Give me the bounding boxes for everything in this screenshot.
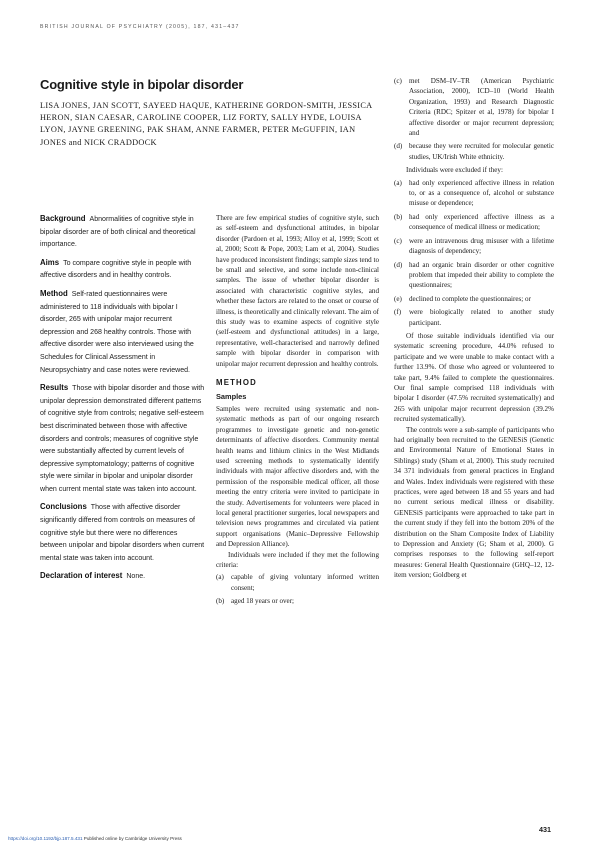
abstract-heading: Declaration of interest xyxy=(40,571,123,581)
recruitment-paragraph: Of those suitable individuals identified via our systematic screening procedure, 44.0% refused to participate and we were unable to make contact with a further 13.9%. Of those who agreed or volunteered to take part, 9.4% failed to complete the questionnaires. Our final sample comprised 118 individuals with bipolar I disorder (47.5% recruited systematically) and 265 with unipolar major recurrent depression (39.2% recruited systematically). xyxy=(394,331,554,424)
list-item-text: because they were recruited for molecular genetic studies, UK/Irish White ethnicity. xyxy=(409,142,554,161)
list-item xyxy=(216,572,379,593)
abstract-text: Those with affective disorder significantly differed from controls on measures of cognitive style but there were no differences between unipolar and bipolar disorders when current mental state was taken into account. xyxy=(40,504,205,562)
list-item-text: capable of giving voluntary informed written consent; xyxy=(231,573,379,592)
footer-text: Published online by Cambridge University Press xyxy=(82,836,182,841)
list-marker: (c) xyxy=(394,236,402,245)
abstract xyxy=(40,213,205,589)
abstract-aims xyxy=(40,257,205,283)
author-list: LISA JONES, JAN SCOTT, SAYEED HAQUE, KATHERINE GORDON-SMITH, JESSICA HERON, SIAN CAESAR, CAROLINE COOPER, LIZ FORTY, SALLY HYDE, LOUISA LYON, JAYNE GREENING, PAK SHAM, ANNE FARMER, PETER McGUFFIN, IAN JONES and NICK CRADDOCK xyxy=(40,101,373,147)
list-item xyxy=(394,141,554,162)
abstract-text: To compare cognitive style in people with affective disorders and in healthy controls. xyxy=(40,259,192,280)
article-title: Cognitive style in bipolar disorder xyxy=(40,77,244,92)
list-item xyxy=(394,236,554,257)
list-marker: (d) xyxy=(394,260,403,269)
controls-paragraph: The controls were a sub-sample of participants who had originally been recruited to the GENESiS (Genetic and Environmental Nature of Emotional States in Siblings) study (Sham et al, 2000). This study recruited 34 371 individuals from general practices in England and Wales. Index individuals were registered with these practices, were aged between 18 and 55 years and had no current serious medical illness or disability. GENESiS participants were approached to take part in the current study if they fell into the bottom 20% of the distribution on the Sham Composite Index of Liability to Depression and Anxiety (G; Sham et al, 2000). G comprises responses to the following self-report measures: General Health Questionnaire (GHQ–12, 12-item version; Goldberg et xyxy=(394,425,554,580)
list-item xyxy=(216,596,379,606)
abstract-heading: Background xyxy=(40,214,86,223)
samples-paragraph: Samples were recruited using systematic and non-systematic methods as part of our ongoing research programmes to investigate genetic and non-genetic determinants of affective disorders. Community mental health teams and lithium clinics in the West Midlands used screening methods to systematically identify individuals with major affective disorders and, with the permission of the responsible medical officer, all those meeting the entry criteria were invited to participate in the study. Advertisements for volunteers were placed in local general practitioner surgeries, local newspapers and television news programmes and circulated via patient support organisations (Manic–Depressive Fellowship and Depression Alliance). xyxy=(216,404,379,549)
list-item-text: had only experienced affective illness in relation to, or as a consequence of, alcohol or substance misuse or dependence; xyxy=(409,178,554,208)
list-marker: (a) xyxy=(394,178,402,187)
list-item-text: had only experienced affective illness as a consequence of medical illness or medication; xyxy=(409,212,554,232)
footer xyxy=(8,836,182,841)
inclusion-intro: Individuals were included if they met the following criteria: xyxy=(216,550,379,569)
list-marker: (a) xyxy=(216,573,224,582)
list-marker: (e) xyxy=(394,294,402,303)
body-column-right xyxy=(394,74,554,581)
abstract-declaration xyxy=(40,570,205,584)
abstract-text: None. xyxy=(126,573,146,581)
list-item-text: met DSM–IV–TR (American Psychiatric Association, 2000), ICD–10 (World Health Organization, 1993) and Research Diagnostic Criteria (RDC; Spitzer et al, 1978) for bipolar I affective disorder or major recurrent depression; and xyxy=(409,77,554,138)
abstract-text: Self-rated questionnaires were administered to 118 individuals with bipolar I disorder, 265 with unipolar major recurrent depression and 268 healthy controls. Those with affective disorder were also interviewed using the Schedules for Clinical Assessment in Neuropsychiatry and case notes were reviewed. xyxy=(40,290,194,374)
abstract-heading: Aims xyxy=(40,257,60,267)
list-marker: (b) xyxy=(216,597,225,606)
abstract-background xyxy=(40,213,205,252)
list-item xyxy=(394,307,554,328)
list-marker: (d) xyxy=(394,142,403,151)
abstract-conclusions xyxy=(40,501,205,565)
page-number: 431 xyxy=(539,825,551,834)
list-marker: (b) xyxy=(394,212,403,221)
list-item xyxy=(394,294,554,304)
subsection-heading-samples: Samples xyxy=(216,391,247,401)
intro-paragraph: There are few empirical studies of cognitive style, such as self-esteem and dysfunctional attitudes, in bipolar disorder (Pardoen et al, 1993; Alloy et al, 1999; Scott et al, 2000; Scott & Pope, 2003; Lam et al, 2004). Studies have produced inconsistent findings; sample sizes tend to be small and selective, and some include non-clinical samples. The issue of whether bipolar disorder is associated with characteristic cognitive styles, and whether these factors are related to the onset or course of illness, is theoretically and clinically relevant. The aim of this study was to examine aspects of cognitive style (self-esteem and dysfunctional attitudes) in a large, representative, well-characterised and narrowly defined sample with bipolar disorder in comparison with unipolar major recurrent depression and healthy controls. xyxy=(216,214,379,368)
list-marker: (c) xyxy=(394,77,402,85)
abstract-method xyxy=(40,288,205,377)
inclusion-criteria-list xyxy=(216,572,379,606)
body-column-middle xyxy=(216,213,379,610)
abstract-heading: Results xyxy=(40,383,69,393)
running-head: BRITISH JOURNAL OF PSYCHIATRY (2005), 187, 431–437 xyxy=(40,24,240,30)
list-marker: (f) xyxy=(394,308,402,317)
exclusion-intro: Individuals were excluded if they: xyxy=(406,166,503,175)
list-item xyxy=(394,76,554,138)
abstract-heading: Method xyxy=(40,288,68,298)
list-item-text: aged 18 years or over; xyxy=(231,597,295,606)
list-item-text: were biologically related to another study participant. xyxy=(409,308,554,327)
list-item-text: declined to complete the questionnaires; or xyxy=(409,294,531,303)
list-item xyxy=(394,212,554,233)
list-item-text: had an organic brain disorder or other cognitive problem that impeded their ability to complete the questionnaires; xyxy=(409,260,554,290)
list-item xyxy=(394,178,554,209)
section-heading-method: METHOD xyxy=(216,378,257,388)
exclusion-criteria-list xyxy=(394,178,554,328)
abstract-text: Those with bipolar disorder and those with unipolar depression demonstrated different patterns of cognitive style from controls; negative self-esteem best discriminated between those with affective disorders and controls; measures of cognitive style were substantially affected by current levels of depressive symptomatology; patterns of cognitive style were similar in bipolar and unipolar disorder when current mental state was taken into account. xyxy=(40,385,205,493)
doi-link[interactable]: https://doi.org/10.1192/bjp.187.5.431 xyxy=(8,836,83,841)
abstract-results xyxy=(40,382,205,496)
list-item-text: were an intravenous drug misuser with a lifetime diagnosis of dependency; xyxy=(409,236,554,256)
abstract-text: Abnormalities of cognitive style in bipolar disorder are of both clinical and theoretical importance. xyxy=(40,216,196,249)
list-item xyxy=(394,260,554,291)
abstract-heading: Conclusions xyxy=(40,502,87,512)
inclusion-criteria-list-continued xyxy=(394,76,554,162)
